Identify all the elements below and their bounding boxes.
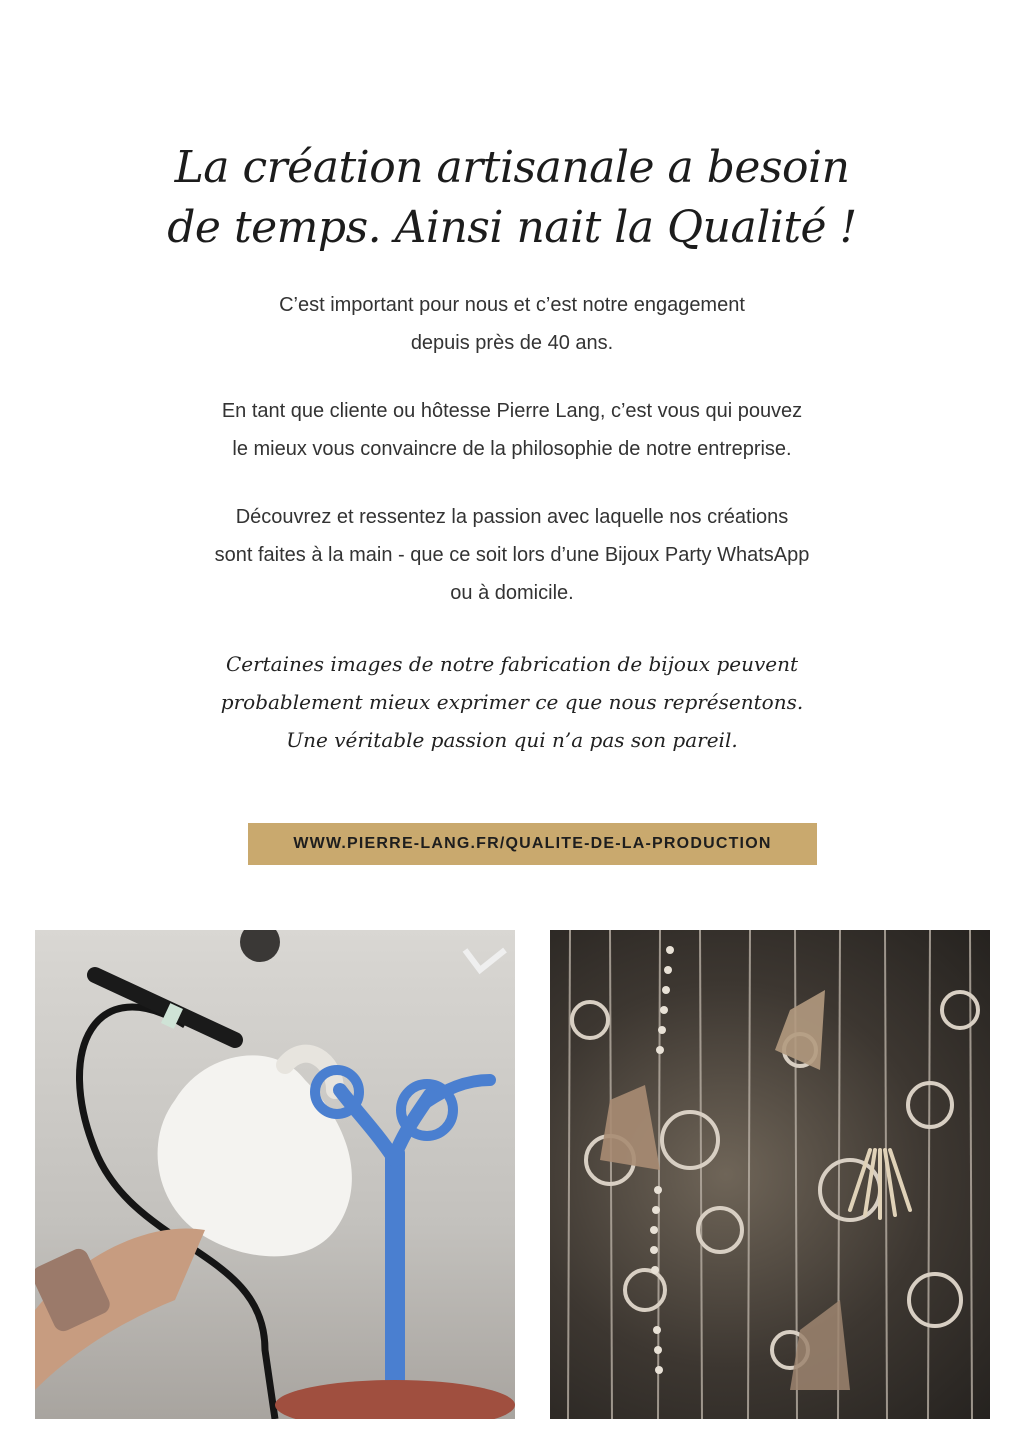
paragraph-line: depuis près de 40 ans. [410, 332, 614, 354]
lamp-shape [240, 930, 280, 962]
quote-line: Certaines images de notre fabrication de bijoux peuvent [225, 652, 799, 676]
paragraph-line: En tant que cliente ou hôtesse Pierre Lang, c’est vous qui pouvez [221, 400, 803, 422]
paragraph-line: C’est important pour nous et c’est notre engagement [279, 294, 745, 316]
production-quality-link[interactable]: WWW.PIERRE-LANG.FR/QUALITE-DE-LA-PRODUCTION [248, 823, 817, 865]
intro-paragraph [0, 286, 1024, 362]
craftsman-photo [35, 930, 515, 1419]
jewelry-display-photo [550, 930, 990, 1419]
jewelry-illustration [550, 930, 990, 1419]
paragraph-line: ou à domicile. [450, 582, 574, 604]
discover-paragraph [0, 498, 1024, 612]
wax-tree-shape [385, 1145, 405, 1415]
hostess-paragraph [0, 392, 1024, 468]
italic-quote [0, 645, 1024, 759]
paragraph-line: le mieux vous convaincre de la philosophie de notre entreprise. [232, 438, 792, 460]
quote-line: Une véritable passion qui n’a pas son pareil. [286, 728, 738, 752]
headline-line-1: La création artisanale a besoin [174, 142, 850, 193]
paragraph-line: Découvrez et ressentez la passion avec laquelle nos créations [235, 506, 789, 528]
quote-line: probablement mieux exprimer ce que nous représentons. [220, 690, 804, 714]
craftsman-illustration [35, 930, 515, 1419]
headline-line-2: de temps. Ainsi nait la Qualité ! [167, 202, 857, 253]
headline [0, 138, 1024, 258]
paragraph-line: sont faites à la main - que ce soit lors d’une Bijoux Party WhatsApp [214, 544, 810, 566]
glove-shape [158, 1055, 352, 1256]
